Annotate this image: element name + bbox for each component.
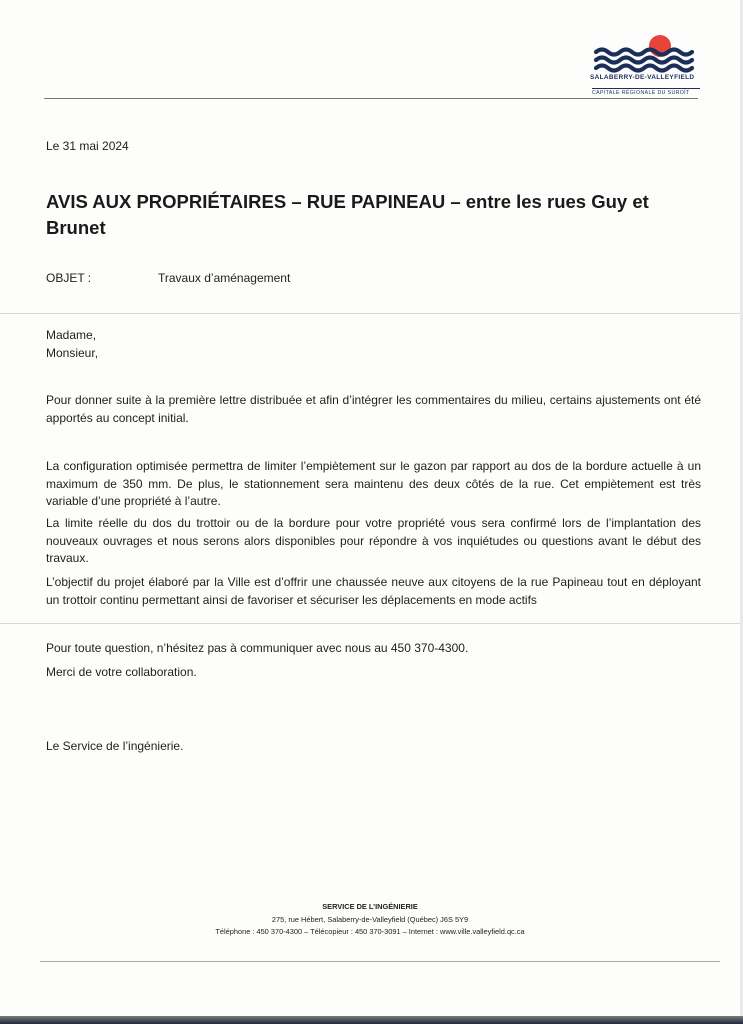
letter-title: AVIS AUX PROPRIÉTAIRES – RUE PAPINEAU – entre les rues Guy et Brunet [46,191,649,238]
objet-label: OBJET : [46,271,92,285]
paragraph: Pour donner suite à la première lettre distribuée et afin d’intégrer les commentaires du milieu, certains ajustements ont été apportés au concept initial. [46,393,701,425]
salutation [46,327,98,362]
paragraph: L’objectif du projet élaboré par la Ville est d’offrir une chaussée neuve aux citoyens de la rue Papineau tout en déployant un trottoir continu permettant ainsi de favoriser et sécuriser les déplacements en mode actifs [46,575,701,607]
letter-date: Le 31 mai 2024 [46,139,129,153]
scan-edge-bottom [0,1016,743,1024]
signature: Le Service de l’ingénierie. [46,739,184,753]
paragraph: La configuration optimisée permettra de limiter l’empiètement sur le gazon par rapport au dos de la bordure actuelle à un maximum de 350 mm. De plus, le stationnement sera maintenu des deux côtés de la rue. Cet empiètement est très variable d’une propriété à l’autre. [46,459,701,509]
contact-question: Pour toute question, n’hésitez pas à communiquer avec nous au 450 370-4300. [46,641,469,655]
city-logo [590,34,702,98]
logo-tagline: CAPITALE RÉGIONALE DU SUROÎT [592,88,700,96]
salutation-line: Monsieur, [46,345,99,360]
logo-city-name: SALABERRY-DE-VALLEYFIELD [590,74,695,81]
footer-divider [40,961,720,962]
paragraph: La limite réelle du dos du trottoir ou de la bordure pour votre propriété vous sera confirmé lors de l’implantation des nouveaux ouvrages et nous serons alors disponibles pour répondre à vos inquiétudes ou questions avant le début des travaux. [46,516,701,566]
salutation-line: Madame, [46,328,97,342]
footer-address: 275, rue Hébert, Salaberry-de-Valleyfield (Québec) J6S 5Y9 [271,915,469,924]
footer-contact: Téléphone : 450 370-4300 – Télécopieur : 450 370-3091 – Internet : www.ville.valleyfield.qc.ca [215,927,525,936]
waves-sun-icon [590,34,702,74]
footer-service: SERVICE DE L’INGÉNIERIE [322,902,418,911]
objet-value: Travaux d’aménagement [158,271,291,285]
thanks-line: Merci de votre collaboration. [46,665,197,679]
fold-line [0,313,743,314]
header-divider [44,98,698,99]
fold-line [0,623,743,624]
